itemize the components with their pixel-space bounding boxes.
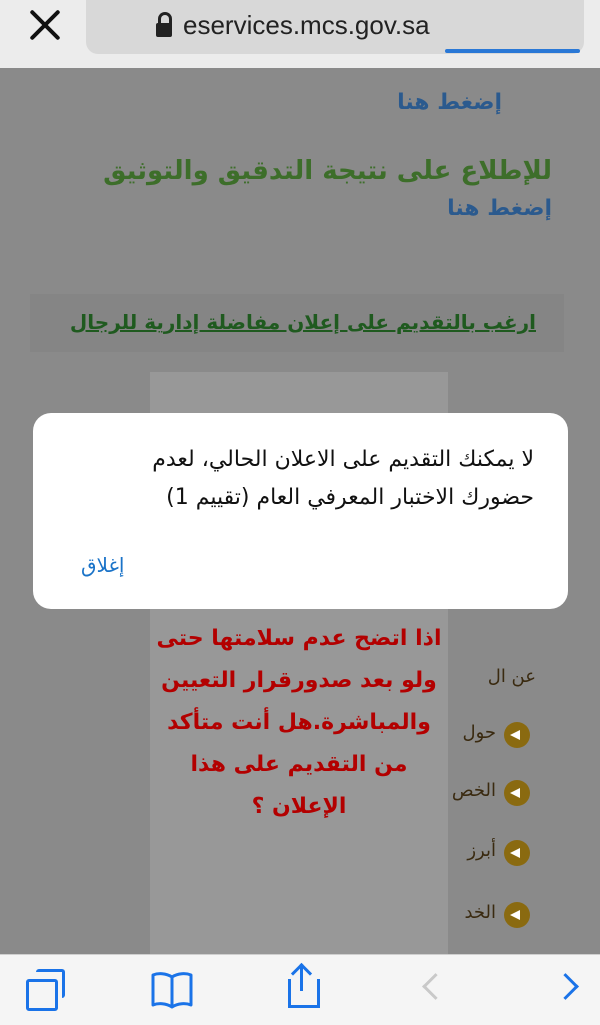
lock-icon — [156, 12, 172, 38]
sidebar-item-hawl[interactable]: حول — [462, 722, 496, 743]
share-icon[interactable] — [282, 965, 326, 1007]
arrow-left-icon — [504, 840, 530, 866]
bookmarks-icon[interactable] — [150, 969, 194, 1011]
browser-toolbar — [0, 954, 600, 1025]
alert-message: لا يمكنك التقديم على الاعلان الحالي، لعدم حضورك الاختبار المعرفي العام (تقييم 1) — [152, 447, 534, 510]
sidebar-item-abraz[interactable]: أبرز — [467, 840, 496, 861]
close-icon[interactable] — [28, 8, 62, 42]
sidebar-item-about[interactable]: عن ال — [487, 666, 536, 687]
loading-progress-bar — [445, 49, 580, 53]
sidebar-item-khas[interactable]: الخص — [451, 780, 496, 801]
alert-dialog — [33, 413, 568, 609]
confirmation-warning-text: اذا اتضح عدم سلامتها حتى ولو بعد صدورقرار التعيين والمباشرة.هل أنت متأكد من التقديم على هذا الإعلان ؟ — [156, 626, 442, 819]
url-text[interactable]: eservices.mcs.gov.sa — [183, 10, 430, 40]
close-button[interactable]: إغلاق — [81, 553, 125, 577]
arrow-left-icon — [504, 902, 530, 928]
tabs-icon[interactable] — [26, 969, 70, 1011]
apply-box — [30, 294, 564, 352]
click-here-link-1[interactable]: إضغط هنا — [397, 90, 502, 115]
arrow-left-icon — [504, 722, 530, 748]
sidebar-item-khad[interactable]: الخد — [464, 902, 496, 923]
forward-chevron-icon[interactable] — [552, 973, 579, 1000]
browser-top-bar — [0, 0, 600, 68]
click-here-link-2[interactable]: إضغط هنا — [447, 196, 552, 221]
back-chevron-icon[interactable] — [422, 973, 449, 1000]
arrow-left-icon — [504, 780, 530, 806]
apply-admin-competition-link[interactable]: ارغب بالتقديم على إعلان مفاضلة إدارية للرجال — [69, 310, 536, 334]
verification-result-heading: للإطلاع على نتيجة التدقيق والتوثيق — [103, 156, 552, 186]
